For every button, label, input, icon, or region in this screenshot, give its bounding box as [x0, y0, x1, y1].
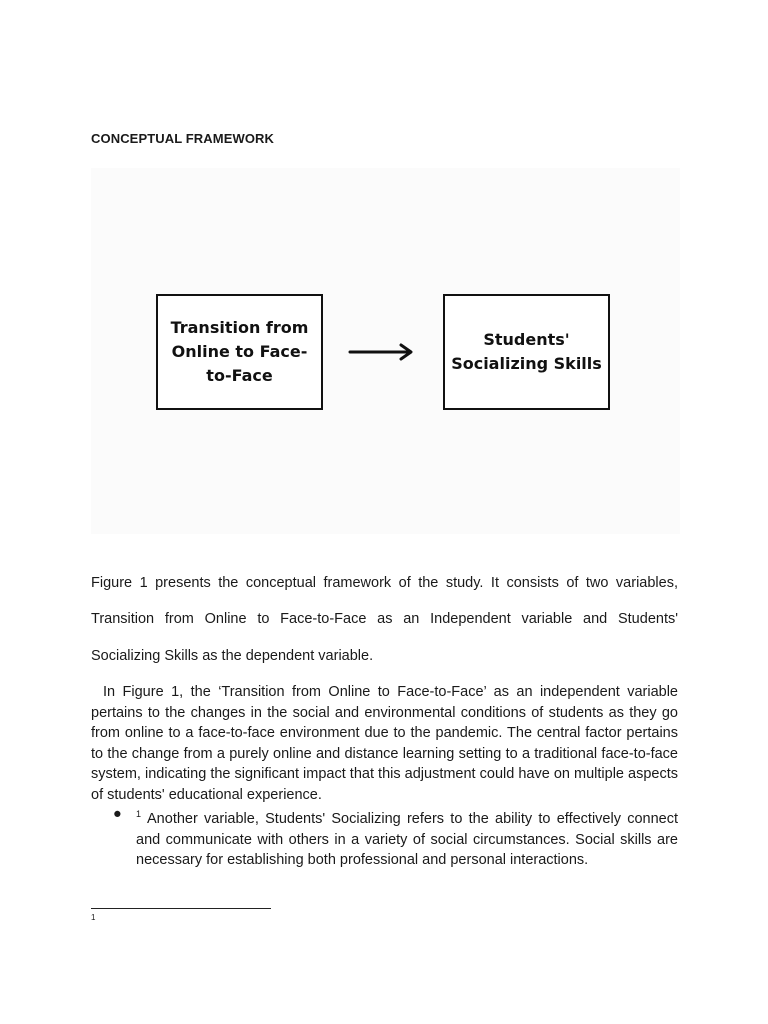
conceptual-framework-figure — [91, 168, 680, 534]
paragraph-1-line-2: Transition from Online to Face-to-Face as an Independent variable and Students' — [91, 611, 678, 627]
dependent-variable-label: Students' Socializing Skills — [451, 330, 602, 373]
paragraph-2-text: In Figure 1, the ‘Transition from Online to Face-to-Face’ as an independent variable pertains to the changes in the social and environmental conditions of students as they go from online to a face-to-face environment due to the pandemic. The central factor pertains to the change from a purely online and distance learning setting to a traditional face-to-face system, indicating the significant impact that this adjustment could have on multiple aspects of students' educational experience. — [91, 684, 678, 803]
bullet-text-body: Another variable, Students' Socializing refers to the ability to effectively connect and communicate with others in a variety of social circumstances. Social skills are necessary for establishing both professional and personal interactions. — [136, 811, 678, 868]
independent-variable-box — [156, 294, 323, 410]
bullet-icon: ● — [113, 806, 122, 822]
paragraph-1-line-3: Socializing Skills as the dependent variable. — [91, 648, 374, 664]
footnote-separator — [91, 908, 271, 909]
paragraph-1-line-1: Figure 1 presents the conceptual framework of the study. It consists of two variables, — [91, 575, 678, 591]
footnote-number: 1 — [91, 913, 96, 922]
footnote-reference[interactable]: 1 — [136, 809, 142, 819]
independent-variable-label: Transition from Online to Face-to-Face — [170, 318, 309, 385]
bullet-text — [136, 804, 678, 871]
arrow-right-icon — [348, 340, 416, 364]
paragraph-2 — [91, 682, 678, 805]
dependent-variable-box — [443, 294, 610, 410]
section-heading: CONCEPTUAL FRAMEWORK — [91, 131, 275, 146]
